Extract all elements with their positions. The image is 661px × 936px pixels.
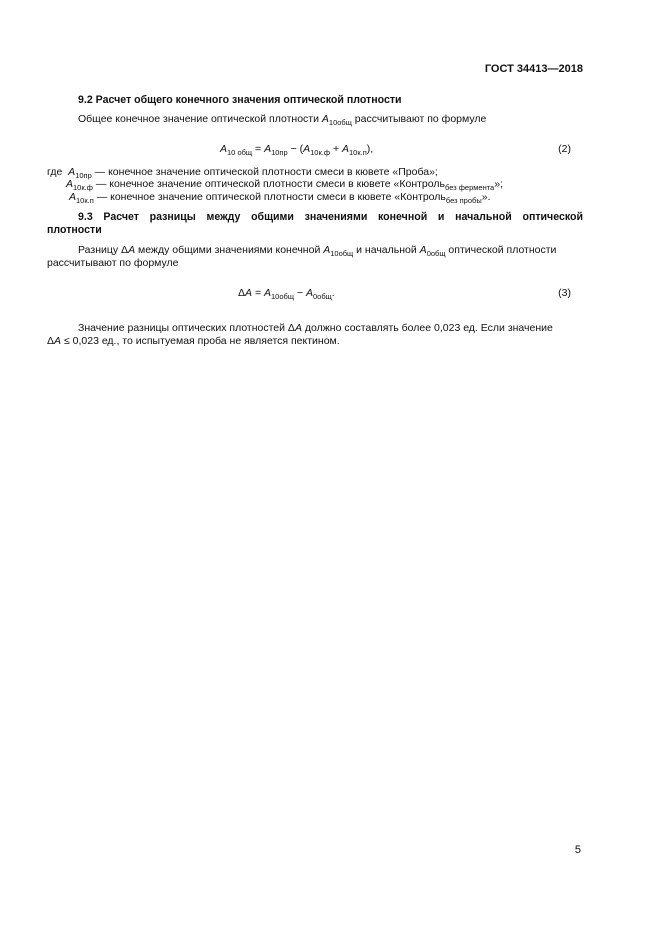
section-9-3-intro-line1: Разницу ΔA между общими значениями конечной $A_{10общ}$ и начальной $A_{0общ}$ оптической плотности [78,244,557,258]
section-9-3-title-line1: 9.3 Расчет разницы между общими значениями конечной и начальной оптической [78,211,583,223]
document-code: ГОСТ 34413—2018 [484,63,583,75]
page-number: 5 [574,844,581,856]
equation-number-3: (3) [558,287,571,299]
section-9-2-intro: Общее конечное значение оптической плотности $A_{10общ}$ рассчитывают по формуле [78,113,487,127]
equation-number-2: (2) [558,143,571,155]
definition-a10pr: где $A_{10пр}$ — конечное значение оптической плотности смеси в кювете «Проба»; [47,166,438,180]
formula-2: $A_{10 общ} = A_{10пр} - (A_{10к.ф} + A_{10к.п})$, [220,143,374,157]
section-9-2-title: 9.2 Расчет общего конечного значения оптической плотности [78,94,402,106]
definition-a10kp: $A_{10к.п}$ — конечное значение оптической плотности смеси в кювете «Контроль$_{без пробы}$». [69,191,491,205]
formula-3: $\Delta A = A_{10общ} - A_{0общ}$. [238,287,335,301]
definition-a10kf: $A_{10к.ф}$ — конечное значение оптической плотности смеси в кювете «Контроль$_{без фермента}$»; [66,178,503,192]
section-9-3-intro-line2: рассчитывают по формуле [47,257,179,269]
section-9-3-title-line2: плотности [47,224,102,236]
conclusion-line1: Значение разницы оптических плотностей ΔA должно составлять более 0,023 ед. Если значение [78,322,553,334]
conclusion-line2: ΔA ≤ 0,023 ед., то испытуемая проба не является пектином. [47,335,340,347]
